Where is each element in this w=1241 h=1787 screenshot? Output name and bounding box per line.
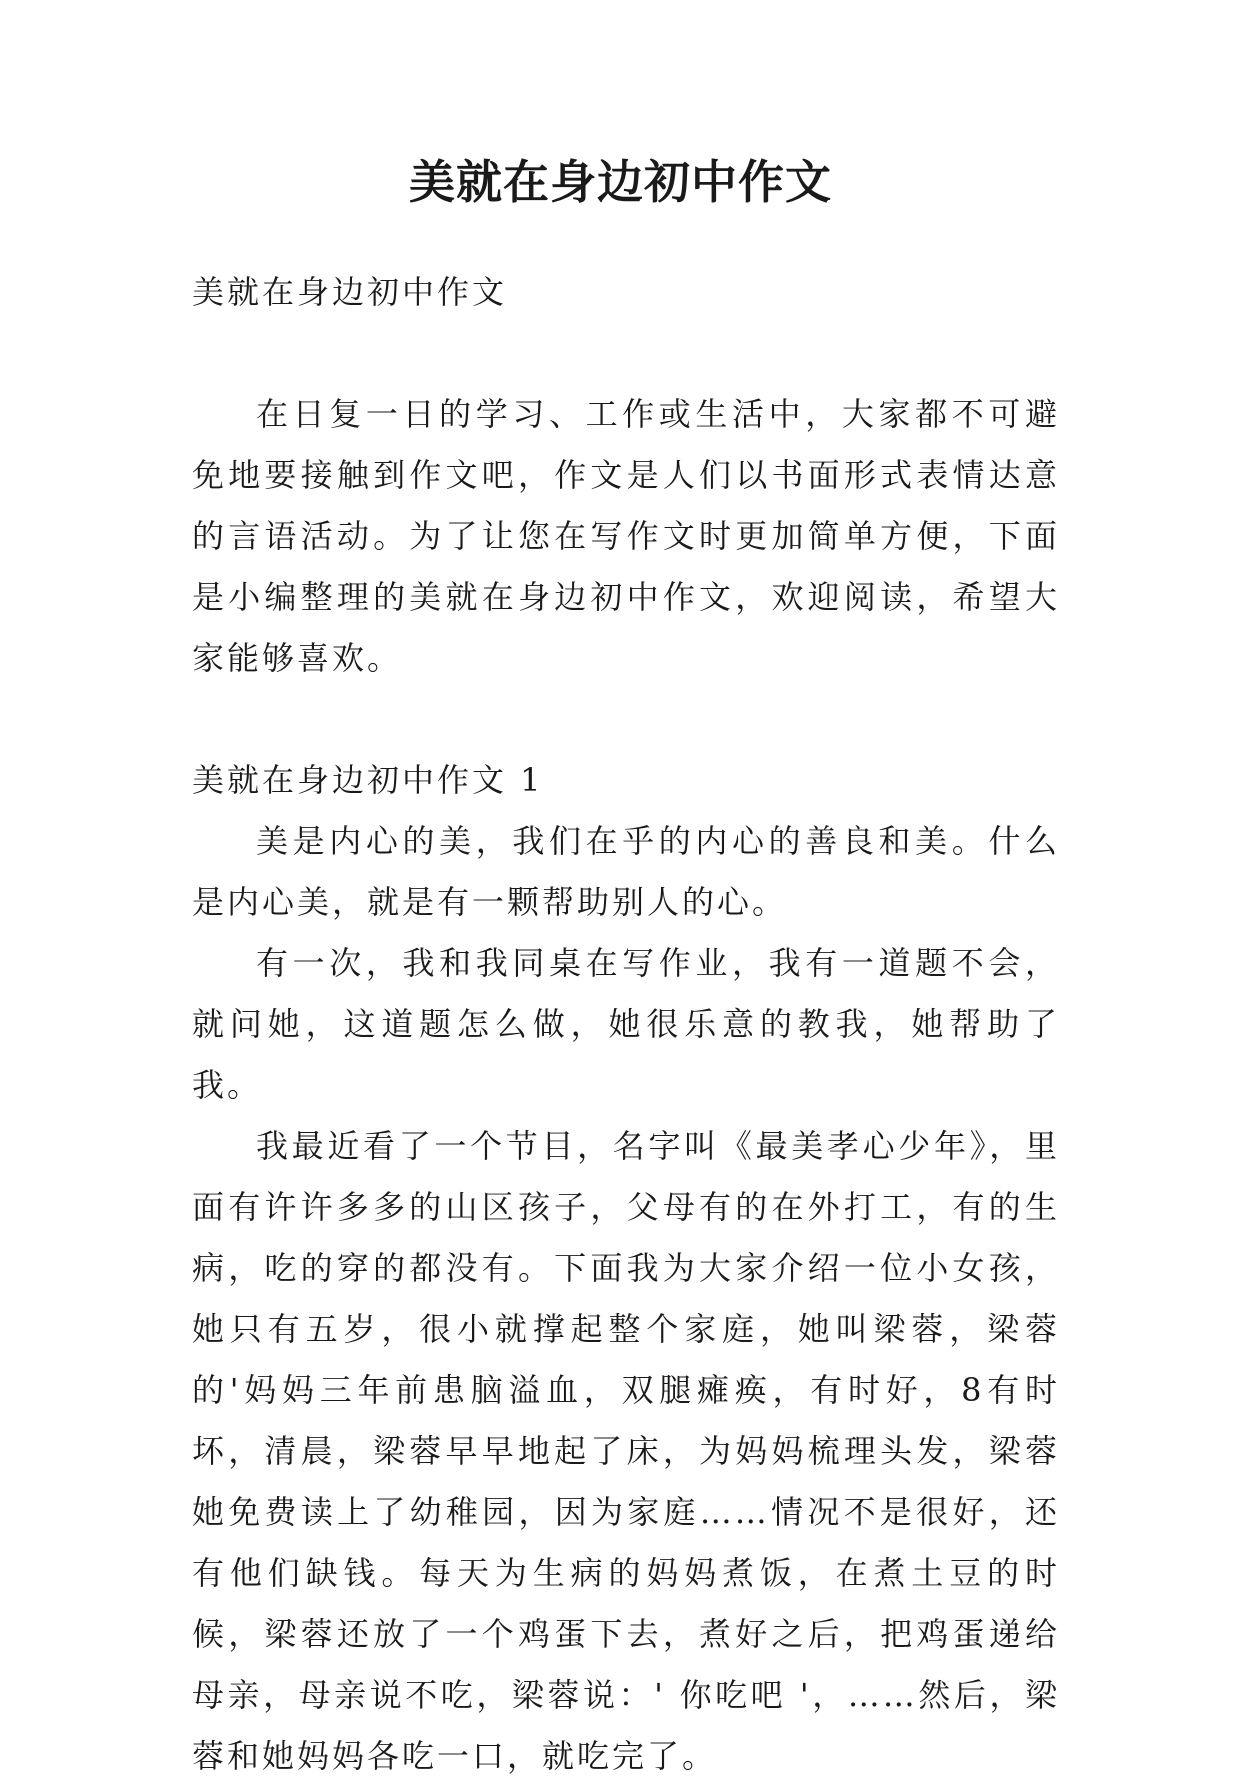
document-title: 美就在身边初中作文	[409, 155, 832, 209]
body-paragraph: 美是内心的美，我们在乎的内心的善良和美。什么是内心美，就是有一颗帮助别人的心。	[192, 822, 1060, 921]
spacer	[192, 689, 1060, 750]
body-paragraph: 我最近看了一个节目，名字叫《最美孝心少年》，里面有许许多多的山区孩子，父母有的在外打工，有的生病，吃的穿的都没有。下面我为大家介绍一位小女孩，她只有五岁，很小就撑起整个家庭，她叫梁蓉，梁蓉的'妈妈三年前患脑溢血，双腿瘫痪，有时好，8有时坏，清晨，梁蓉早早地起了床，为妈妈梳理头发，梁蓉她免费读上了幼稚园，因为家庭……情况不是很好，还有他们缺钱。每天为生病的妈妈煮饭，在煮土豆的时候，梁蓉还放了一个鸡蛋下去，煮好之后，把鸡蛋递给母亲，母亲说不吃，梁蓉说：' 你吃吧 '，……然后，梁蓉和她妈妈各吃一口，就吃完了。	[192, 1127, 1060, 1775]
body-paragraph: 有一次，我和我同桌在写作业，我有一道题不会，就问她，这道题怎么做，她很乐意的教我，她帮助了我。	[192, 944, 1060, 1104]
spacer	[192, 323, 1060, 384]
section-heading: 美就在身边初中作文 1	[192, 761, 544, 799]
intro-paragraph: 在日复一日的学习、工作或生活中，大家都不可避免地要接触到作文吧，作文是人们以书面形式表情达意的言语活动。为了让您在写作文时更加简单方便，下面是小编整理的美就在身边初中作文，欢迎阅读，希望大家能够喜欢。	[192, 395, 1060, 677]
document-subtitle: 美就在身边初中作文	[192, 273, 508, 311]
document-body	[192, 262, 1060, 1787]
